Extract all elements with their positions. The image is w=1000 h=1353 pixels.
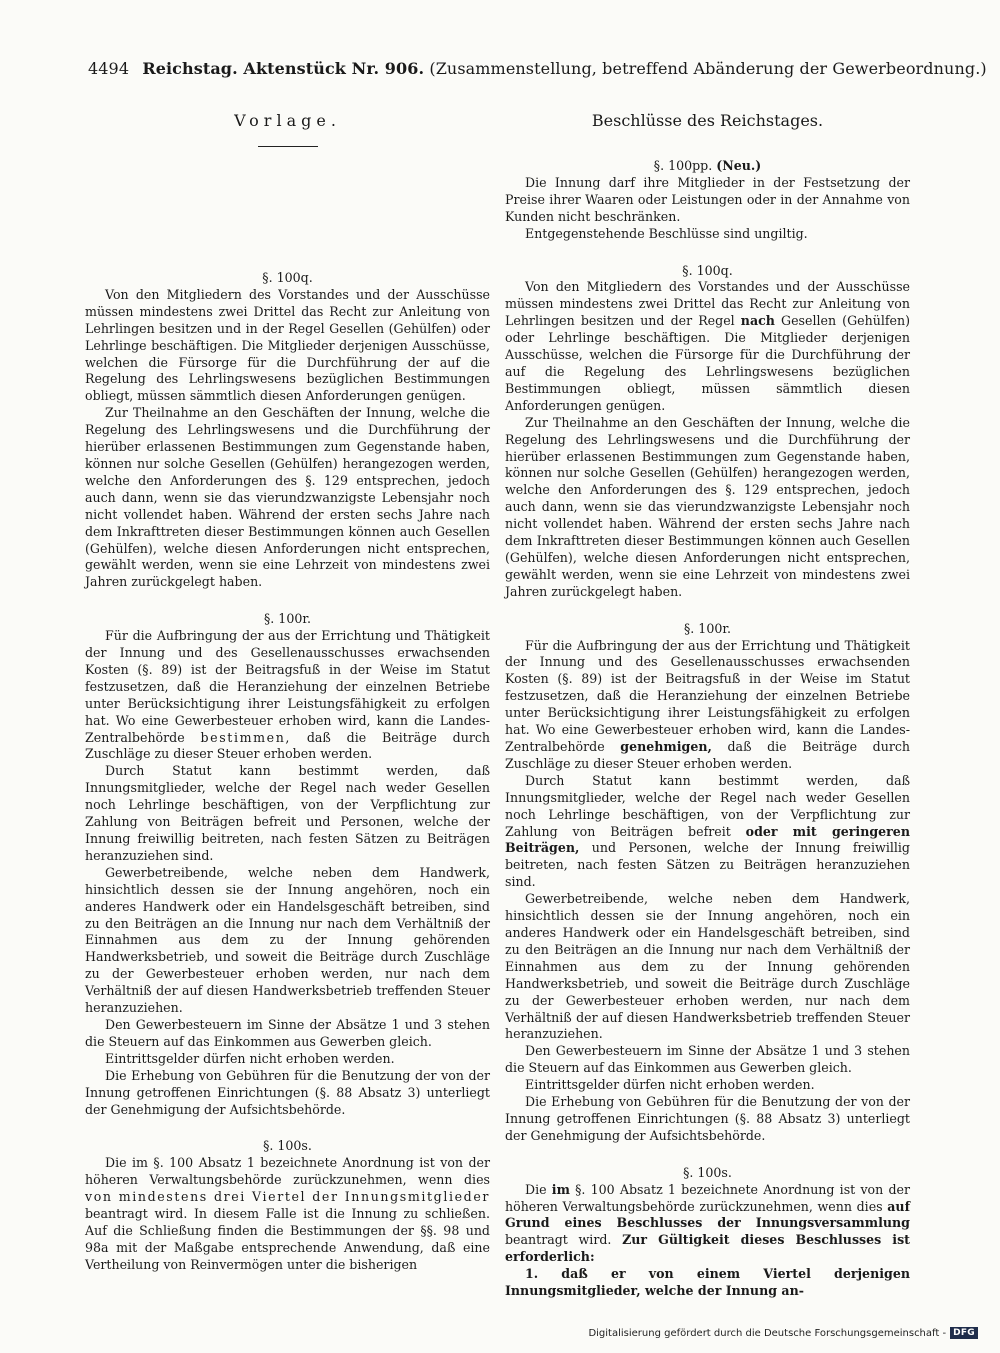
paragraph: Entgegenstehende Beschlüsse sind ungiltig. xyxy=(525,225,808,241)
text-run: Für die Aufbringung der aus der Errichtung und Thätigkeit der Innung und des Gesellenausschusses erwachsenden Kosten (§. 89) ist der Beitragsfuß in der Weise im Statut festzusetzen, daß die Heranziehung der einzelnen Betriebe unter Berücksichtigung ihrer Leistungsfähigkeit zu erfolgen hat. Wo eine Gewerbesteuer erhoben wird, kann die Landes-Zentralbehörde xyxy=(85,628,490,745)
dfg-logo: DFG xyxy=(950,1327,978,1339)
right-section-100q xyxy=(505,263,910,601)
paragraph: Zur Theilnahme an den Geschäften der Innung, welche die Regelung des Lehrlingswesens und die Durchführung der hierüber erlassenen Bestimmungen zum Gegenstande haben, können nur solche Gesellen (Gehülfen) herangezogen werden, welche den Anforderungen des §. 129 entsprechen, jedoch auch dann, wenn sie das vierundzwanzigste Lebensjahr noch nicht vollendet haben. Während der ersten sechs Jahre nach dem Inkrafttreten dieser Bestimmungen können auch Gesellen (Gehülfen), welche diesen Anforderungen nicht entsprechen, gewählt werden, wenn sie eine Lehrzeit von mindestens zwei Jahren zurückgelegt haben. xyxy=(505,414,910,599)
text-run: daß die Beiträge durch Zuschläge zu dieser Steuer erhoben werden. xyxy=(85,729,491,762)
text-run: Die xyxy=(525,1181,552,1197)
paragraph: Gewerbetreibende, welche neben dem Handwerk, hinsichtlich dessen sie der Innung angehören, noch ein anderes Handwerk oder ein Handelsgeschäft betreiben, sind zu den Beiträgen an die Innung nur nach dem Verhältniß der Einnahmen aus dem zu der Innung gehörenden Handwerksbetrieb, und soweit die Beiträge durch Zuschläge zu der Gewerbesteuer erhoben werden, nur nach dem Verhältniß der auf diesen Handwerksbetrieb treffenden Steuer heranzuziehen. xyxy=(85,864,490,1016)
right-column-title: Beschlüsse des Reichstages. xyxy=(591,111,824,130)
left-section-100q xyxy=(85,270,490,591)
header-title: Reichstag. Aktenstück Nr. 906. xyxy=(142,59,425,78)
bold-change: Zur Gültigkeit dieses Beschlusses ist erforderlich: xyxy=(505,1232,910,1265)
section-heading xyxy=(505,158,910,175)
header-subtitle: (Zusammenstellung, betreffend Abänderung der Gewerbeordnung.) xyxy=(429,59,987,78)
paragraph xyxy=(505,1182,910,1267)
paragraph: Den Gewerbesteuern im Sinne der Absätze 1 und 3 stehen die Steuern auf das Einkommen aus Gewerben gleich. xyxy=(505,1043,910,1076)
text-run: Gesellen (Gehülfen) oder Lehrlinge beschäftigen. Die Mitglieder derjenigen Ausschüsse, welchen die Fürsorge für die Durchführung der auf die Regelung des Lehrlingswesens bezüglichen Bestimmungen obliegt, müssen sämmtlich diesen Anforderungen genügen. xyxy=(505,313,910,413)
text-run: beantragt wird. xyxy=(505,1232,623,1248)
section-heading: §. 100q. xyxy=(682,262,733,278)
section-heading: §. 100r. xyxy=(264,611,311,627)
text-run: Die im §. 100 Absatz 1 bezeichnete Anordnung ist von der höheren Verwaltungsbehörde zurückzunehmen, wenn dies xyxy=(85,1155,490,1188)
text-run: §. 100 Absatz 1 bezeichnete Anordnung ist von der höheren Verwaltungsbehörde zurückzunehmen, wenn dies xyxy=(505,1181,910,1214)
paragraph: Die Erhebung von Gebühren für die Benutzung der von der Innung getroffenen Einrichtungen (§. 88 Absatz 3) unterliegt der Genehmigung der Aufsichtsbehörde. xyxy=(505,1094,910,1143)
paragraph: Eintrittsgelder dürfen nicht erhoben werden. xyxy=(525,1077,815,1093)
text-run: Für die Aufbringung der aus der Errichtung und Thätigkeit der Innung und des Gesellenausschusses erwachsenden Kosten (§. 89) ist der Beitragsfuß in der Weise im Statut festzusetzen, daß die Heranziehung der einzelnen Betriebe unter Berücksichtigung ihrer Leistungsfähigkeit zu erfolgen hat. Wo eine Gewerbesteuer erhoben wird, kann die Landes-Zentralbehörde xyxy=(505,637,910,754)
paragraph xyxy=(85,1155,490,1273)
section-number: §. 100pp. xyxy=(653,158,713,173)
bold-change: nach xyxy=(740,313,775,329)
paragraph xyxy=(85,628,490,763)
paragraph: Durch Statut kann bestimmt werden, daß Innungsmitglieder, welche der Regel nach weder Gesellen noch Lehrlinge beschäftigen, von der Verpflichtung zur Zahlung von Beiträgen befreit und Personen, welche der Innung freiwillig beitreten, nach festen Sätzen zu Beiträgen heranzuziehen sind. xyxy=(85,763,490,863)
text-run: beantragt wird. In diesem Falle ist die Innung zu schließen. Auf die Schließung finden die Bestimmungen der §§. 98 und 98a mit der Maßgabe entsprechende Anwendung, daß eine Vertheilung von Reinvermögen unter die bisherigen xyxy=(85,1206,490,1272)
section-heading: §. 100s. xyxy=(683,1164,732,1180)
text-run: Von den Mitgliedern des Vorstandes und der Ausschüsse müssen mindestens zwei Drittel das Recht zur Anleitung von Lehrlingen besitzen und der Regel xyxy=(505,279,910,329)
page-number: 4494 xyxy=(88,59,130,78)
left-column-title: Vorlage. xyxy=(234,111,341,130)
bold-change: genehmigen, xyxy=(620,739,712,754)
bold-change: auf Grund eines Beschlusses der Innungsversammlung xyxy=(505,1198,910,1231)
footer-text: Digitalisierung gefördert durch die Deutsche Forschungsgemeinschaft - xyxy=(588,1327,947,1339)
right-column xyxy=(505,110,910,1300)
paragraph: Gewerbetreibende, welche neben dem Handwerk, hinsichtlich dessen sie der Innung angehören, noch ein anderes Handwerk oder ein Handelsgeschäft betreiben, sind zu den Beiträgen an die Innung nur nach dem Verhältniß der Einnahmen aus dem zu der Innung gehörenden Handwerksbetrieb, und soweit die Beiträge durch Zuschläge zu der Gewerbesteuer erhoben werden, nur nach dem Verhältniß der auf diesen Handwerksbetrieb treffenden Steuer heranzuziehen. xyxy=(505,891,910,1042)
new-marker: (Neu.) xyxy=(716,158,762,173)
bold-change: im xyxy=(551,1181,570,1197)
left-section-100r xyxy=(85,611,490,1118)
section-heading: §. 100q. xyxy=(262,270,313,285)
text-run: und Personen, welche der Innung freiwillig beitreten, nach festen Sätzen zu Beiträgen heranzuziehen sind. xyxy=(505,840,910,890)
right-section-100s xyxy=(505,1165,910,1300)
paragraph: Zur Theilnahme an den Geschäften der Innung, welche die Regelung des Lehrlingswesens und die Durchführung der hierüber erlassenen Bestimmungen zum Gegenstande haben, können nur solche Gesellen (Gehülfen) herangezogen werden, welche den Anforderungen des §. 129 entsprechen, jedoch auch dann, wenn sie das vierundzwanzigste Lebensjahr noch nicht vollendet haben. Während der ersten sechs Jahre nach dem Inkrafttreten dieser Bestimmungen können auch Gesellen (Gehülfen), welche diesen Anforderungen nicht entsprechen, gewählt werden, wenn sie eine Lehrzeit von mindestens zwei Jahren zurückgelegt haben. xyxy=(85,405,490,590)
paragraph: Die Erhebung von Gebühren für die Benutzung der von der Innung getroffenen Einrichtungen (§. 88 Absatz 3) unterliegt der Genehmigung der Aufsichtsbehörde. xyxy=(85,1067,490,1117)
list-item: 1. daß er von einem Viertel derjenigen Innungsmitglieder, welche der Innung an- xyxy=(505,1266,910,1299)
left-column xyxy=(85,110,490,1274)
paragraph xyxy=(505,773,910,891)
text-run: Durch Statut kann bestimmt werden, daß Innungsmitglieder, welche der Regel nach weder Gesellen noch Lehrlinge beschäftigen, von der Verpflichtung zur Zahlung von Beiträgen befreit xyxy=(505,772,910,839)
section-heading: §. 100r. xyxy=(684,620,731,636)
bold-change: oder mit geringeren Beiträgen, xyxy=(505,823,910,856)
right-section-100r xyxy=(505,621,910,1145)
page-header xyxy=(88,58,987,80)
spaced-text: bestimmen, xyxy=(200,729,292,745)
footer xyxy=(588,1327,978,1339)
spaced-text: von mindestens drei Viertel der Innungsmitglieder xyxy=(85,1189,490,1205)
paragraph xyxy=(505,279,910,414)
section-heading: §. 100s. xyxy=(263,1138,312,1154)
left-section-100s xyxy=(85,1138,490,1273)
text-run: daß die Beiträge durch Zuschläge zu dieser Steuer erhoben werden. xyxy=(505,739,911,771)
paragraph: Von den Mitgliedern des Vorstandes und der Ausschüsse müssen mindestens zwei Drittel das Recht zur Anleitung von Lehrlingen besitzen und in der Regel Gesellen (Gehülfen) oder Lehrlinge beschäftigen. Die Mitglieder derjenigen Ausschüsse, welchen die Fürsorge für die Durchführung der auf die Regelung des Lehrlingswesens bezüglichen Bestimmungen obliegt, müssen sämmtlich diesen Anforderungen genügen. xyxy=(85,286,490,404)
right-section-100pp xyxy=(505,158,910,243)
paragraph: Die Innung darf ihre Mitglieder in der Festsetzung der Preise ihrer Waaren oder Leistungen oder in der Annahme von Kunden nicht beschränken. xyxy=(505,174,910,224)
paragraph xyxy=(505,638,910,773)
paragraph: Den Gewerbesteuern im Sinne der Absätze 1 und 3 stehen die Steuern auf das Einkommen aus Gewerben gleich. xyxy=(85,1016,490,1049)
paragraph: Eintrittsgelder dürfen nicht erhoben werden. xyxy=(105,1050,395,1066)
